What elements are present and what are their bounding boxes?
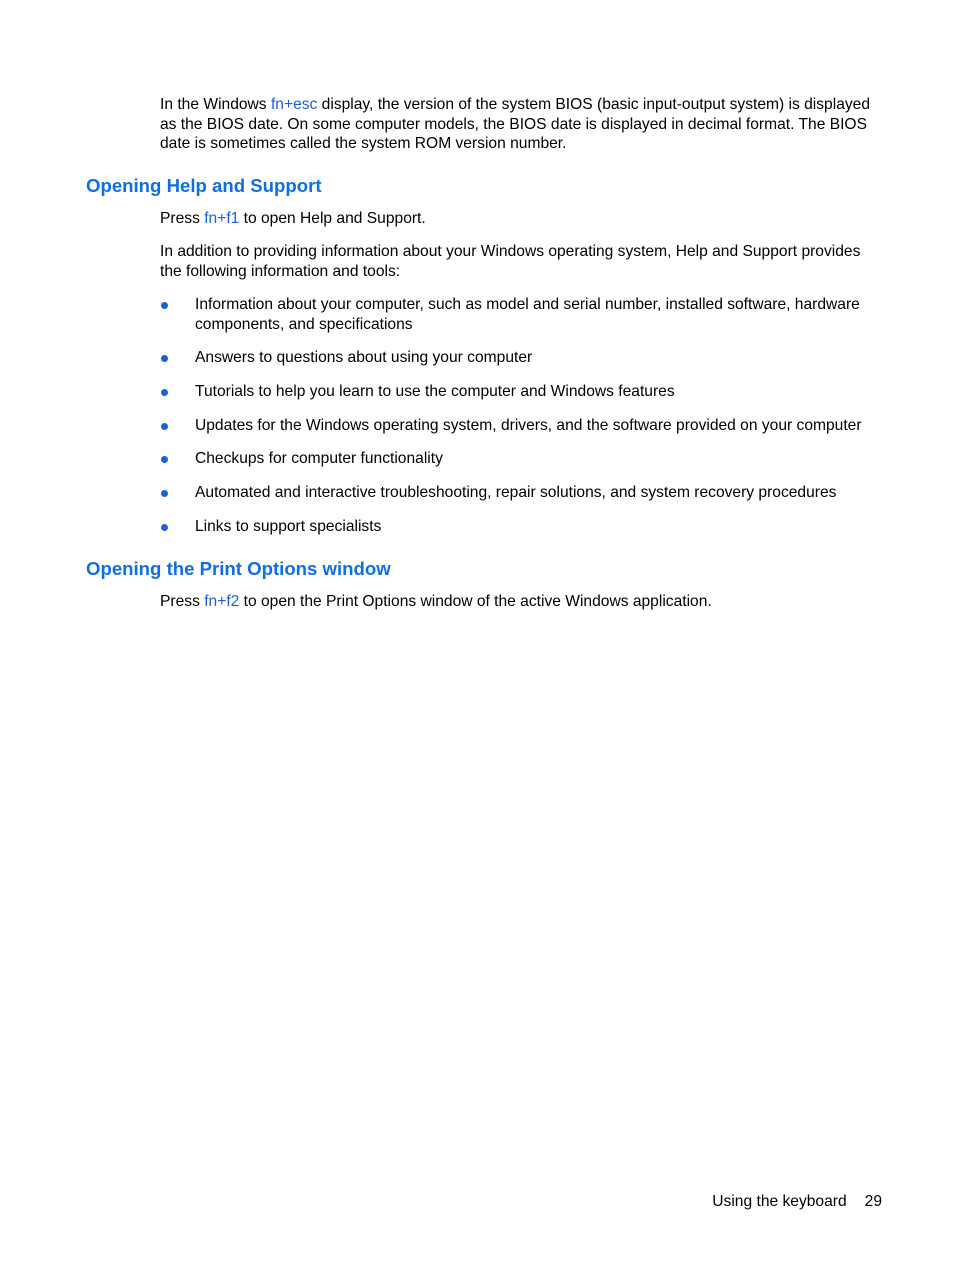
bullet-icon [161,389,168,396]
page-footer [712,1192,882,1212]
print-press-paragraph [160,592,882,612]
heading-help-and-support: Opening Help and Support [86,175,322,196]
list-item-text: Tutorials to help you learn to use the computer and Windows features [195,383,675,400]
bullet-icon [161,456,168,463]
help-press-before: Press [160,210,205,227]
footer-chapter-title: Using the keyboard [712,1193,847,1210]
fn-f1-key: fn+f1 [204,210,240,227]
help-press-paragraph [160,209,882,229]
list-item-text: Answers to questions about using your computer [195,349,533,366]
bullet-icon [161,423,168,430]
page-number: 29 [864,1193,882,1210]
list-item-text: Information about your computer, such as model and serial number, installed software, hardware components, and specifications [195,296,860,333]
fn-f2-key: fn+f2 [204,593,240,610]
fn-esc-key: fn+esc [270,96,318,113]
bullet-icon [161,302,168,309]
list-item-text: Automated and interactive troubleshooting, repair solutions, and system recovery procedures [195,484,837,501]
list-item-text: Checkups for computer functionality [195,450,443,467]
help-description-paragraph: In addition to providing information about your Windows operating system, Help and Support provides the following information and tools: [160,243,861,280]
help-press-after: to open Help and Support. [239,210,426,227]
bullet-icon [161,524,168,531]
list-item-text: Links to support specialists [195,518,382,535]
list-item-text: Updates for the Windows operating system, drivers, and the software provided on your computer [195,417,862,434]
intro-paragraph [160,95,882,154]
print-press-after: to open the Print Options window of the active Windows application. [239,593,712,610]
heading-print-options: Opening the Print Options window [86,558,391,579]
bullet-icon [161,490,168,497]
intro-text-after: display, the version of the system BIOS (basic input-output system) is displayed as the BIOS date. On some computer models, the BIOS date is displayed in decimal format. The BIOS date is sometimes called the system ROM version number. [160,96,871,152]
print-press-before: Press [160,593,205,610]
intro-text-before: In the Windows [160,96,271,113]
bullet-icon [161,355,168,362]
